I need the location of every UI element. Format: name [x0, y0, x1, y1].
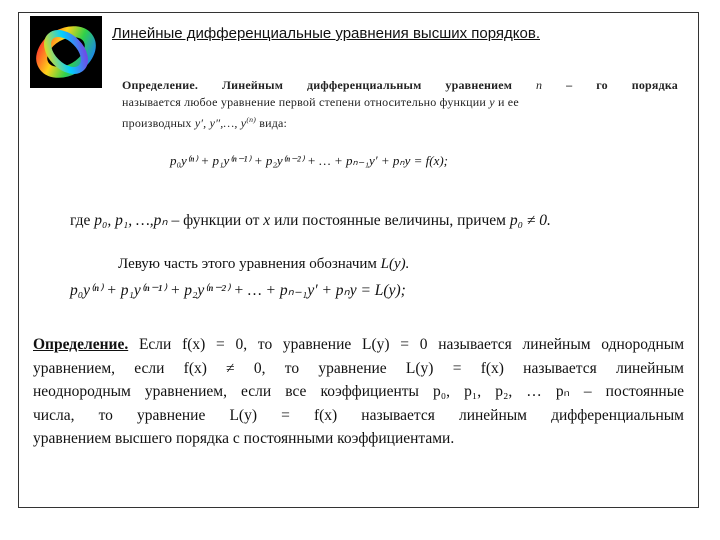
order-suffix: – го порядка [566, 78, 678, 92]
definition-line-3: производных [122, 116, 192, 130]
left-part-note: Левую часть этого уравнения обозначим L(y). [118, 256, 410, 272]
definition-line-2-end: и ее [497, 95, 519, 109]
definition2-label: Определение. [33, 336, 129, 353]
definition2-line-2: уравнением, если f(x) ≠ 0, то уравнение L(y) = f(x) называется линейным [33, 359, 684, 377]
definition-label: Определение. [122, 78, 199, 92]
definition-term: Линейным дифференциальным уравнением [222, 78, 513, 92]
derivatives-list: y′, y″,…, $y^{(n)}$ [194, 115, 257, 130]
colorful-torus-knot-icon [30, 16, 102, 88]
page-title: Линейные дифференциальные уравнения высших порядков. [112, 25, 540, 42]
definition2-line-5: уравнением высшего порядка с постоянными коэффициентами. [33, 430, 455, 447]
definition-block-2 [33, 333, 684, 451]
equation-operator: p₀y⁽ⁿ⁾ + p₁y⁽ⁿ⁻¹⁾ + p₂y⁽ⁿ⁻²⁾ + … + pₙ₋₁y′ + pₙy = L(y); [70, 282, 406, 299]
definition-line-2: называется любое уравнение первой степени относительно функции [122, 95, 487, 109]
function-variable: y [489, 95, 495, 109]
coefficients-note: где p₀, p₁, …,pₙ – функции от x или постоянные величины, причем p₀ ≠ 0. [70, 212, 551, 229]
definition-line-3-end: вида: [259, 116, 288, 130]
equation-general: p₀y⁽ⁿ⁾ + p₁y⁽ⁿ⁻¹⁾ + p₂y⁽ⁿ⁻²⁾ + … + pₙ₋₁y′ + pₙy = f(x); [170, 153, 449, 168]
definition2-line-3: неоднородным уравнением, если все коэффициенты p₀, p₁, p₂, … pₙ – постоянные [33, 383, 684, 400]
definition2-line-1: Если f(x) = 0, то уравнение L(y) = 0 называется линейным однородным [138, 336, 684, 353]
order-variable: n [536, 78, 543, 92]
definition-block-1 [122, 77, 678, 132]
definition2-line-4: числа, то уравнение L(y) = f(x) называется линейным дифференциальным [33, 406, 684, 424]
